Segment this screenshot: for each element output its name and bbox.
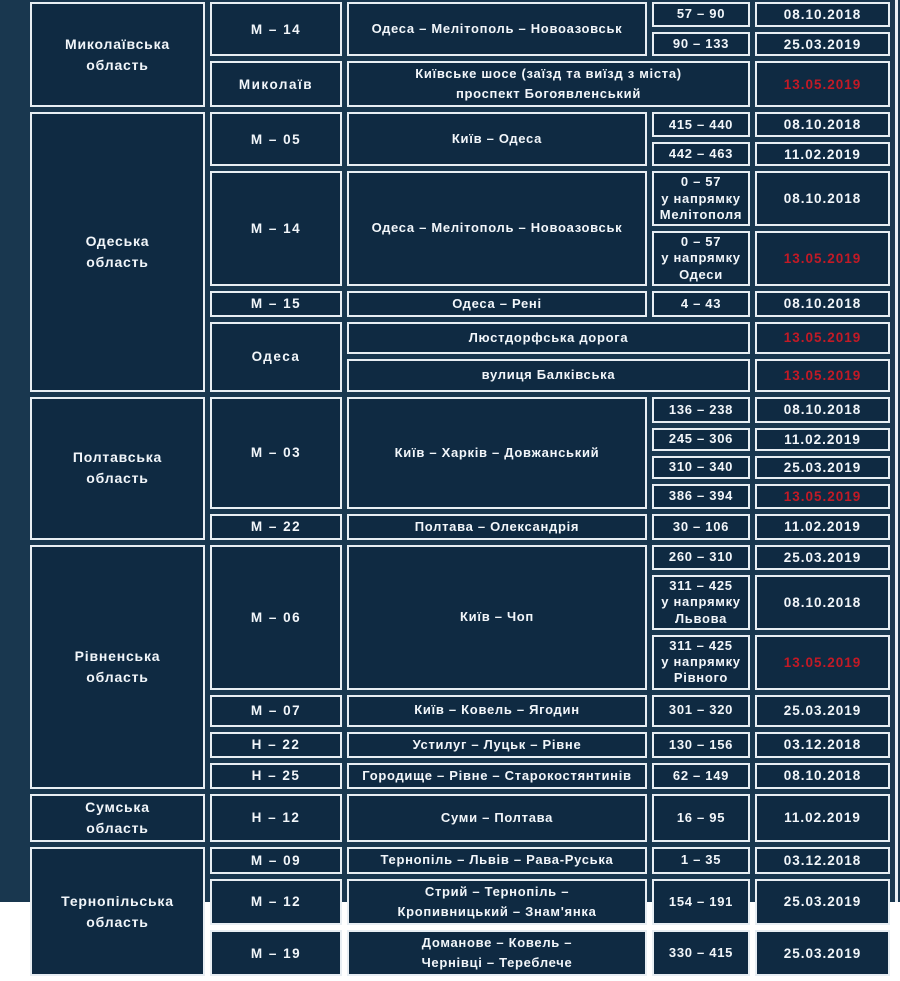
km-range-line: у напрямку xyxy=(661,654,741,670)
road-code-cell: М – 07 xyxy=(210,695,342,727)
route-name-line: Кропивницький – Знам'янка xyxy=(397,903,597,919)
km-range-cell xyxy=(652,847,750,874)
table-row xyxy=(30,545,890,570)
road-code-cell: М – 06 xyxy=(210,545,342,690)
route-cell xyxy=(347,291,647,317)
km-range-line: 260 – 310 xyxy=(668,549,734,565)
route-cell xyxy=(347,794,647,842)
km-range-line: 0 – 57 xyxy=(680,174,722,190)
road-code-cell: М – 12 xyxy=(210,879,342,925)
route-name-line: Київське шосе (заїзд та виїзд з міста) xyxy=(415,66,682,81)
date-cell: 11.02.2019 xyxy=(755,142,890,166)
date-cell: 08.10.2018 xyxy=(755,397,890,423)
route-name-line: вулиця Балківська xyxy=(481,367,616,383)
date-cell: 13.05.2019 xyxy=(755,635,890,690)
date-cell: 11.02.2019 xyxy=(755,428,890,451)
date-cell: 08.10.2018 xyxy=(755,575,890,630)
km-range-line: 30 – 106 xyxy=(672,518,730,534)
date-cell: 11.02.2019 xyxy=(755,794,890,842)
km-range-line: 4 – 43 xyxy=(680,295,722,311)
km-range-cell xyxy=(652,635,750,690)
km-range-cell xyxy=(652,484,750,509)
km-range-cell xyxy=(652,171,750,226)
route-name-line: Київ – Ковель – Ягодин xyxy=(414,702,580,718)
route-name-line: проспект Богоявленський xyxy=(455,86,642,102)
km-range-line: 386 – 394 xyxy=(668,488,734,504)
route-name-line: Одеса – Мелітополь – Новоазовськ xyxy=(371,220,623,236)
route-name-line: Стрий – Тернопіль – xyxy=(424,883,570,899)
route-cell xyxy=(347,763,647,789)
km-range-line: 16 – 95 xyxy=(676,809,726,825)
date-cell: 25.03.2019 xyxy=(755,545,890,570)
km-range-cell xyxy=(652,291,750,317)
km-range-line: Мелітополя xyxy=(659,206,743,222)
region-name-line: область xyxy=(86,56,149,73)
region-cell xyxy=(30,112,205,392)
km-range-cell xyxy=(652,2,750,27)
route-name-line: Тернопіль – Львів – Рава-Руська xyxy=(380,852,614,868)
km-range-line: 62 – 149 xyxy=(672,767,730,783)
route-cell xyxy=(347,732,647,758)
km-range-cell xyxy=(652,514,750,540)
region-name-line: область xyxy=(86,819,149,836)
km-range-cell xyxy=(652,879,750,925)
region-cell xyxy=(30,2,205,107)
table-row xyxy=(30,112,890,137)
route-name-line: Одеса – Мелітополь – Новоазовськ xyxy=(371,20,623,36)
route-cell xyxy=(347,930,647,976)
km-range-line: 57 – 90 xyxy=(676,6,726,22)
road-code-cell: М – 19 xyxy=(210,930,342,976)
road-code-cell: Н – 25 xyxy=(210,763,342,789)
region-name-line: Одеська xyxy=(85,233,150,250)
date-cell: 08.10.2018 xyxy=(755,112,890,137)
km-range-cell xyxy=(652,930,750,976)
date-cell: 08.10.2018 xyxy=(755,291,890,317)
table-row xyxy=(30,2,890,27)
route-cell xyxy=(347,2,647,56)
road-code-cell: Миколаїв xyxy=(210,61,342,107)
table-row xyxy=(30,794,890,842)
route-name-line: Устилуг – Луцьк – Рівне xyxy=(412,736,582,752)
route-cell xyxy=(347,879,647,925)
km-range-line: 130 – 156 xyxy=(668,736,734,752)
route-name-line: Доманове – Ковель – xyxy=(421,935,573,951)
road-code-cell: М – 14 xyxy=(210,171,342,286)
route-cell-wide xyxy=(347,359,750,392)
date-cell: 13.05.2019 xyxy=(755,61,890,107)
region-name-line: Миколаївська xyxy=(65,35,170,52)
date-cell: 03.12.2018 xyxy=(755,847,890,874)
date-cell: 25.03.2019 xyxy=(755,930,890,976)
km-range-line: 311 – 425 xyxy=(669,637,733,653)
date-cell: 13.05.2019 xyxy=(755,322,890,354)
road-code-cell: М – 15 xyxy=(210,291,342,317)
km-range-line: 136 – 238 xyxy=(668,401,734,417)
km-range-line: 154 – 191 xyxy=(668,893,734,909)
route-name-line: Київ – Харків – Довжанський xyxy=(394,444,600,460)
date-cell: 03.12.2018 xyxy=(755,732,890,758)
km-range-line: 245 – 306 xyxy=(668,431,734,447)
km-range-cell xyxy=(652,428,750,451)
km-range-line: Рівного xyxy=(673,670,729,686)
km-range-line: 1 – 35 xyxy=(680,852,722,868)
road-code-cell: М – 14 xyxy=(210,2,342,56)
route-name-line: Чернівці – Тереблече xyxy=(421,955,573,971)
date-cell: 08.10.2018 xyxy=(755,2,890,27)
table-row xyxy=(30,397,890,423)
region-name-line: Тернопільська xyxy=(61,892,174,909)
km-range-line: 301 – 320 xyxy=(668,702,734,718)
route-cell-wide xyxy=(347,61,750,107)
region-name-line: область xyxy=(86,668,149,685)
route-name-line: Київ – Чоп xyxy=(460,609,534,625)
date-cell: 13.05.2019 xyxy=(755,359,890,392)
road-code-cell: М – 09 xyxy=(210,847,342,874)
date-cell: 08.10.2018 xyxy=(755,763,890,789)
road-code-cell: М – 05 xyxy=(210,112,342,166)
km-range-line: у напрямку xyxy=(661,594,741,610)
route-cell xyxy=(347,695,647,727)
km-range-line: 0 – 57 xyxy=(680,234,722,250)
date-cell: 13.05.2019 xyxy=(755,231,890,286)
route-cell xyxy=(347,514,647,540)
date-cell: 25.03.2019 xyxy=(755,32,890,56)
region-name-line: область xyxy=(86,913,149,930)
route-cell-wide xyxy=(347,322,750,354)
route-name-line: Полтава – Олександрія xyxy=(414,518,580,534)
km-range-cell xyxy=(652,142,750,166)
date-cell: 11.02.2019 xyxy=(755,514,890,540)
km-range-line: 311 – 425 xyxy=(669,578,733,594)
route-name-line: Городище – Рівне – Старокостянтинів xyxy=(362,767,632,783)
region-name-line: Сумська xyxy=(85,798,150,815)
region-name-line: область xyxy=(86,254,149,271)
route-cell xyxy=(347,545,647,690)
road-repair-table xyxy=(25,0,895,981)
km-range-cell xyxy=(652,32,750,56)
road-code-cell: М – 22 xyxy=(210,514,342,540)
km-range-cell xyxy=(652,231,750,286)
route-cell xyxy=(347,171,647,286)
route-cell xyxy=(347,112,647,166)
date-cell: 25.03.2019 xyxy=(755,456,890,479)
km-range-cell xyxy=(652,575,750,630)
region-name-line: область xyxy=(86,470,149,487)
road-code-cell: М – 03 xyxy=(210,397,342,509)
km-range-line: Одеси xyxy=(679,266,723,282)
road-code-cell: Н – 22 xyxy=(210,732,342,758)
table-outer-right-border xyxy=(895,0,898,902)
km-range-line: Львова xyxy=(674,610,728,626)
km-range-line: у напрямку xyxy=(661,190,741,206)
km-range-line: 442 – 463 xyxy=(668,146,734,162)
km-range-line: 310 – 340 xyxy=(668,459,734,475)
road-code-cell: Н – 12 xyxy=(210,794,342,842)
km-range-line: у напрямку xyxy=(661,250,741,266)
region-cell xyxy=(30,545,205,789)
route-name-line: Люстдорфська дорога xyxy=(468,329,629,345)
km-range-cell xyxy=(652,695,750,727)
km-range-cell xyxy=(652,397,750,423)
date-cell: 25.03.2019 xyxy=(755,879,890,925)
route-name-line: Одеса – Рені xyxy=(452,295,542,311)
date-cell: 13.05.2019 xyxy=(755,484,890,509)
road-code-cell: Одеса xyxy=(210,322,342,392)
route-cell xyxy=(347,847,647,874)
region-name-line: Рівненська xyxy=(74,647,161,664)
km-range-line: 415 – 440 xyxy=(668,116,734,132)
region-cell xyxy=(30,397,205,540)
km-range-cell xyxy=(652,794,750,842)
date-cell: 25.03.2019 xyxy=(755,695,890,727)
km-range-cell xyxy=(652,112,750,137)
km-range-cell xyxy=(652,545,750,570)
km-range-line: 90 – 133 xyxy=(672,35,730,51)
region-cell xyxy=(30,794,205,842)
km-range-cell xyxy=(652,456,750,479)
route-name-line: Суми – Полтава xyxy=(440,809,554,825)
km-range-line: 330 – 415 xyxy=(668,945,734,961)
km-range-cell xyxy=(652,732,750,758)
date-cell: 08.10.2018 xyxy=(755,171,890,226)
region-cell xyxy=(30,847,205,977)
table-body xyxy=(30,2,890,976)
route-cell xyxy=(347,397,647,509)
table-row xyxy=(30,847,890,874)
km-range-cell xyxy=(652,763,750,789)
region-name-line: Полтавська xyxy=(72,449,163,466)
route-name-line: Київ – Одеса xyxy=(451,131,543,147)
